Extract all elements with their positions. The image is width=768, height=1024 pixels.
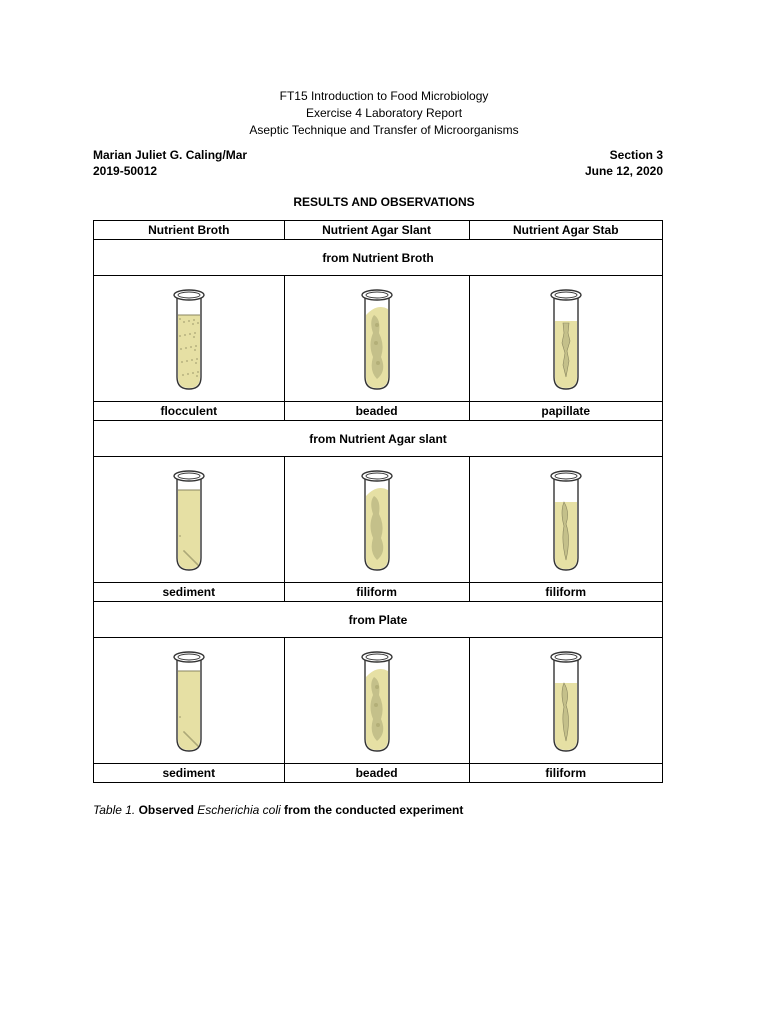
report-date: June 12, 2020 <box>584 164 663 178</box>
observation-label: filiform <box>469 583 662 602</box>
test-tube-icon <box>546 647 586 755</box>
student-info <box>93 147 663 179</box>
test-tube-cell <box>94 276 285 402</box>
test-tube-icon <box>357 466 397 574</box>
caption-prefix: Table 1. <box>93 803 136 817</box>
test-tube-icon <box>169 647 209 755</box>
group-title: from Nutrient Broth <box>94 240 663 276</box>
column-header: Nutrient Agar Slant <box>284 221 469 240</box>
test-tube-icon <box>546 466 586 574</box>
observation-label: beaded <box>284 402 469 421</box>
test-tube-cell <box>284 457 469 583</box>
test-tube-cell <box>94 457 285 583</box>
label-row <box>94 764 663 783</box>
test-tube-cell <box>94 638 285 764</box>
group-row <box>94 240 663 276</box>
table-header-row <box>94 221 663 240</box>
observation-label: sediment <box>94 764 285 783</box>
observation-label: papillate <box>469 402 662 421</box>
group-title: from Plate <box>94 602 663 638</box>
test-tube-cell <box>284 638 469 764</box>
table-caption <box>93 803 463 817</box>
student-id: 2019-50012 <box>93 164 158 178</box>
section-heading: RESULTS AND OBSERVATIONS <box>293 195 475 209</box>
caption-text: Observed <box>135 803 198 817</box>
group-title: from Nutrient Agar slant <box>94 421 663 457</box>
test-tube-icon <box>357 285 397 393</box>
group-row <box>94 421 663 457</box>
observation-label: flocculent <box>94 402 285 421</box>
section-number: Section 3 <box>609 148 663 162</box>
image-row <box>94 457 663 583</box>
test-tube-cell <box>469 457 662 583</box>
column-header: Nutrient Agar Stab <box>469 221 662 240</box>
test-tube-icon <box>169 285 209 393</box>
student-name: Marian Juliet G. Caling/Mar <box>93 148 248 162</box>
test-tube-cell <box>469 638 662 764</box>
observation-label: sediment <box>94 583 285 602</box>
report-subtitle: Aseptic Technique and Transfer of Microorganisms <box>249 123 519 137</box>
exercise-title: Exercise 4 Laboratory Report <box>305 106 463 120</box>
caption-organism: Escherichia coli <box>197 803 281 817</box>
test-tube-icon <box>169 466 209 574</box>
test-tube-cell <box>284 276 469 402</box>
image-row <box>94 276 663 402</box>
column-header: Nutrient Broth <box>94 221 285 240</box>
image-row <box>94 638 663 764</box>
label-row <box>94 402 663 421</box>
group-row <box>94 602 663 638</box>
label-row <box>94 583 663 602</box>
observation-label: filiform <box>469 764 662 783</box>
test-tube-icon <box>357 647 397 755</box>
observation-label: beaded <box>284 764 469 783</box>
course-title: FT15 Introduction to Food Microbiology <box>279 89 489 103</box>
report-header <box>0 88 768 139</box>
caption-text-end: from the conducted experiment <box>280 803 464 817</box>
observation-label: filiform <box>284 583 469 602</box>
results-table <box>93 220 663 783</box>
test-tube-icon <box>546 285 586 393</box>
test-tube-cell <box>469 276 662 402</box>
